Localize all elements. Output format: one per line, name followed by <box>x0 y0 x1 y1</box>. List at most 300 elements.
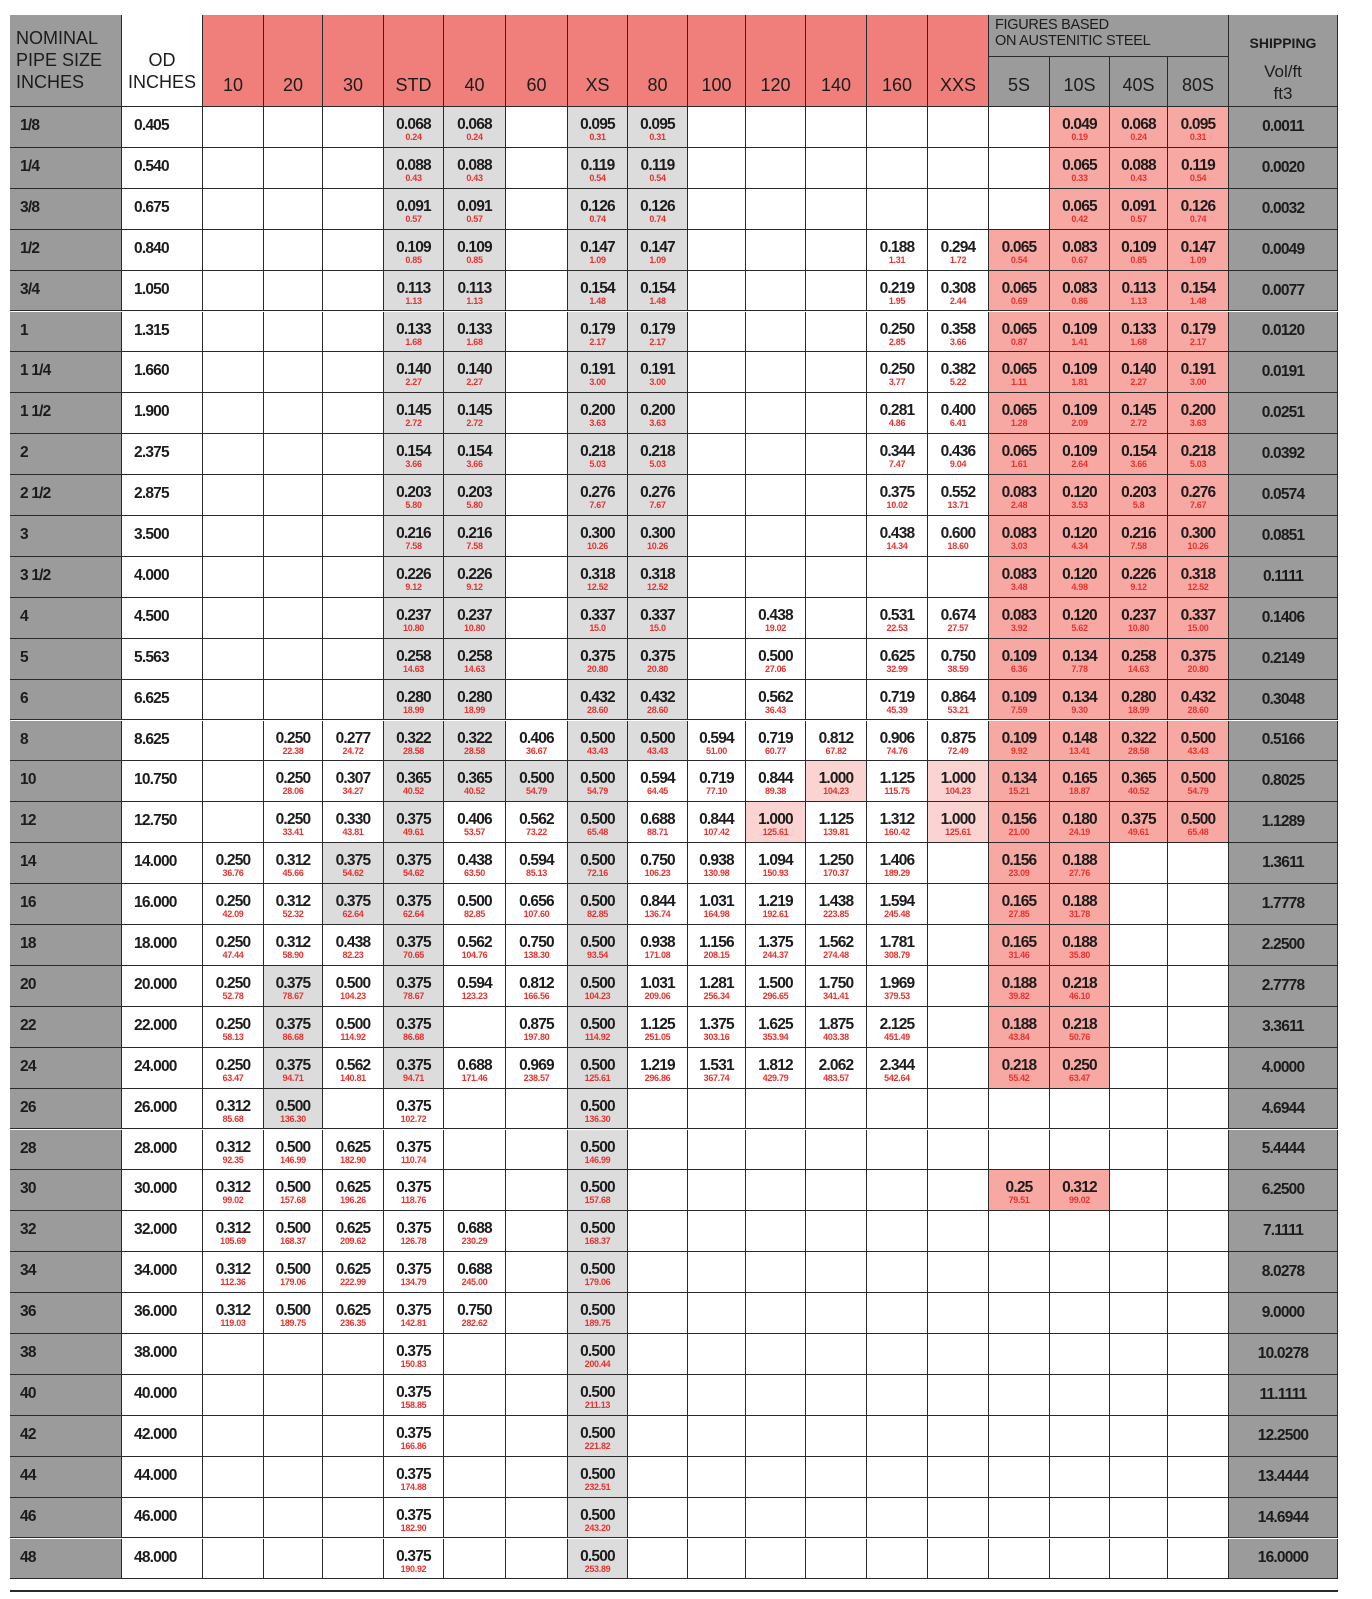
schedule-cell <box>264 680 323 721</box>
shipping-volume-value: 4.0000 <box>1261 1058 1305 1076</box>
nominal-size-value: 6 <box>20 689 28 707</box>
wall-thickness-value: 0.25 <box>1005 1179 1033 1197</box>
od-cell <box>122 434 203 475</box>
weight-value: 303.16 <box>703 1031 730 1042</box>
weight-value: 82.85 <box>463 909 486 920</box>
schedule-cell <box>506 1130 568 1171</box>
weight-value: 256.34 <box>703 990 730 1001</box>
weight-value: 36.43 <box>764 704 787 715</box>
schedule-cell <box>568 393 628 434</box>
schedule-cell <box>444 598 506 639</box>
schedule-cell <box>384 680 444 721</box>
shipping-volume-value: 12.2500 <box>1257 1426 1309 1444</box>
schedule-cell <box>203 639 264 680</box>
schedule-cell <box>806 1457 867 1498</box>
schedule-cell <box>323 1211 384 1252</box>
schedule-cell <box>989 1252 1050 1293</box>
weight-value: 136.30 <box>280 1113 306 1124</box>
schedule-cell <box>688 271 746 312</box>
schedule-cell <box>806 557 867 598</box>
weight-value: 182.90 <box>340 1154 366 1165</box>
schedule-cell <box>1050 434 1110 475</box>
weight-value: 3.03 <box>1010 541 1028 551</box>
schedule-cell <box>384 393 444 434</box>
od-cell <box>122 230 203 271</box>
wall-thickness-value: 0.191 <box>640 361 675 379</box>
shipping-volume-value: 11.1111 <box>1259 1385 1307 1403</box>
wall-thickness-value: 1.219 <box>640 1056 675 1074</box>
wall-thickness-value: 0.312 <box>215 1179 251 1197</box>
wall-thickness-value: 0.875 <box>519 1015 554 1033</box>
wall-thickness-value: 0.218 <box>1001 1056 1037 1074</box>
wall-thickness-value: 0.250 <box>215 1056 251 1074</box>
schedule-cell <box>1168 1334 1229 1375</box>
schedule-cell <box>323 1170 384 1211</box>
wall-thickness-value: 0.134 <box>1062 647 1097 665</box>
schedule-cell <box>203 843 264 884</box>
wall-thickness-value: 0.109 <box>1121 238 1156 256</box>
schedule-cell <box>568 1252 628 1293</box>
od-value: 1.050 <box>134 280 169 298</box>
wall-thickness-value: 0.322 <box>457 729 492 747</box>
schedule-cell <box>1110 148 1168 189</box>
schedule-cell <box>688 1457 746 1498</box>
od-cell <box>122 1498 203 1539</box>
schedule-cell <box>384 271 444 312</box>
od-value: 6.625 <box>134 689 169 707</box>
weight-value: 40.52 <box>463 786 486 797</box>
weight-value: 2.17 <box>589 336 606 347</box>
schedule-cell <box>1050 1416 1110 1457</box>
shipping-volume-value: 0.1406 <box>1261 608 1305 626</box>
shipping-volume-value: 0.8025 <box>1261 772 1305 790</box>
nominal-size-cell <box>10 1334 122 1375</box>
schedule-cell <box>928 189 989 230</box>
wall-thickness-value: 0.594 <box>457 974 492 992</box>
wall-thickness-value: 0.562 <box>457 934 492 951</box>
schedule-cell <box>384 1048 444 1089</box>
schedule-cell <box>444 557 506 598</box>
schedule-cell <box>989 925 1050 966</box>
od-cell <box>122 680 203 721</box>
shipping-volume-value: 0.0251 <box>1261 404 1305 422</box>
weight-value: 0.24 <box>1130 132 1147 142</box>
weight-value: 1.28 <box>1010 418 1028 429</box>
schedule-cell <box>1050 271 1110 312</box>
wall-thickness-value: 0.218 <box>580 443 615 461</box>
wall-thickness-value: 0.375 <box>335 852 371 870</box>
od-header <box>122 15 203 107</box>
schedule-cell <box>506 1416 568 1457</box>
schedule-cell <box>928 107 989 148</box>
schedule-cell <box>444 148 506 189</box>
wall-thickness-value: 0.300 <box>640 525 675 542</box>
schedule-cell <box>806 312 867 353</box>
wall-thickness-value: 0.500 <box>580 1056 615 1074</box>
wall-thickness-value: 0.500 <box>758 647 793 665</box>
wall-thickness-value: 0.065 <box>1001 238 1037 256</box>
schedule-cell <box>1168 475 1229 516</box>
wall-thickness-value: 0.250 <box>275 811 311 829</box>
weight-value: 53.21 <box>947 704 969 715</box>
nominal-size-cell <box>10 843 122 884</box>
weight-value: 24.72 <box>342 745 364 756</box>
weight-value: 146.99 <box>584 1154 611 1165</box>
schedule-cell <box>384 1252 444 1293</box>
schedule-cell <box>1168 434 1229 475</box>
schedule-cell <box>506 843 568 884</box>
schedule-cell <box>1050 230 1110 271</box>
wall-thickness-value: 0.500 <box>519 770 554 788</box>
wall-thickness-value: 0.375 <box>1180 647 1216 665</box>
weight-value: 31.78 <box>1068 909 1091 920</box>
schedule-cell <box>444 1170 506 1211</box>
schedule-cell <box>203 1375 264 1416</box>
wall-thickness-value: 0.500 <box>580 1097 615 1115</box>
weight-value: 5.80 <box>405 500 422 511</box>
wall-thickness-value: 1.531 <box>699 1056 734 1074</box>
wall-thickness-value: 0.656 <box>519 893 554 911</box>
nominal-size-value: 3 1/2 <box>20 566 51 584</box>
schedule-cell <box>746 516 806 557</box>
schedule-cell <box>384 475 444 516</box>
nominal-size-value: 3 <box>20 526 28 543</box>
shipping-volume-cell <box>1229 884 1338 925</box>
wall-thickness-value: 0.375 <box>396 893 431 911</box>
wall-thickness-value: 0.133 <box>1121 320 1156 338</box>
wall-thickness-value: 0.068 <box>396 116 431 133</box>
schedule-cell <box>444 1048 506 1089</box>
weight-value: 14.63 <box>1127 663 1150 674</box>
schedule-cell <box>1110 516 1168 557</box>
weight-value: 104.23 <box>340 990 366 1001</box>
schedule-cell <box>1050 475 1110 516</box>
shipping-volume-value: 3.3611 <box>1262 1017 1304 1035</box>
schedule-cell <box>568 639 628 680</box>
schedule-cell <box>264 598 323 639</box>
schedule-cell <box>989 1170 1050 1211</box>
schedule-cell <box>688 1334 746 1375</box>
shipping-title: SHIPPING <box>1249 35 1317 51</box>
schedule-cell <box>323 148 384 189</box>
weight-value: 12.52 <box>586 581 609 592</box>
schedule-label: 120 <box>760 75 791 95</box>
schedule-cell <box>264 1007 323 1048</box>
schedule-cell <box>264 1293 323 1334</box>
schedule-cell <box>688 639 746 680</box>
schedule-cell <box>989 1334 1050 1375</box>
weight-value: 28.60 <box>646 704 669 715</box>
weight-value: 15.0 <box>649 622 666 633</box>
nominal-size-value: 14 <box>20 853 36 871</box>
schedule-cell <box>1168 557 1229 598</box>
shipping-volume-value: 8.0278 <box>1261 1263 1305 1281</box>
wall-thickness-value: 1.625 <box>758 1015 793 1033</box>
schedule-cell <box>1168 271 1229 312</box>
wall-thickness-value: 0.065 <box>1001 279 1037 297</box>
schedule-cell <box>688 1211 746 1252</box>
od-cell <box>122 639 203 680</box>
schedule-cell <box>806 1170 867 1211</box>
schedule-cell <box>203 475 264 516</box>
schedule-cell <box>628 1170 688 1211</box>
schedule-cell <box>264 1375 323 1416</box>
wall-thickness-value: 0.312 <box>215 1220 251 1238</box>
shipping-volume-cell <box>1229 802 1338 843</box>
nominal-size-cell <box>10 1007 122 1048</box>
wall-thickness-value: 0.406 <box>519 729 554 747</box>
schedule-cell <box>323 393 384 434</box>
schedule-cell <box>746 475 806 516</box>
wall-thickness-value: 0.133 <box>457 320 492 338</box>
schedule-cell <box>628 516 688 557</box>
weight-value: 63.47 <box>1068 1072 1091 1083</box>
schedule-cell <box>989 393 1050 434</box>
schedule-cell <box>928 434 989 475</box>
od-cell <box>122 721 203 762</box>
schedule-cell <box>203 1416 264 1457</box>
schedule-cell <box>384 312 444 353</box>
weight-value: 1.09 <box>1189 254 1207 265</box>
wall-thickness-value: 0.500 <box>580 1506 615 1524</box>
schedule-cell <box>746 1089 806 1130</box>
schedule-cell <box>568 1498 628 1539</box>
schedule-cell <box>264 1498 323 1539</box>
shipping-volume-cell <box>1229 598 1338 639</box>
weight-value: 86.68 <box>402 1031 425 1042</box>
schedule-cell <box>444 434 506 475</box>
wall-thickness-value: 0.088 <box>1121 156 1156 174</box>
wall-thickness-value: 0.258 <box>457 647 492 665</box>
schedule-cell <box>1168 393 1229 434</box>
weight-value: 139.81 <box>823 827 849 838</box>
od-cell <box>122 1539 203 1580</box>
nominal-size-cell <box>10 925 122 966</box>
wall-thickness-value: 1.156 <box>699 934 734 951</box>
schedule-cell <box>203 1089 264 1130</box>
schedule-cell <box>203 598 264 639</box>
weight-value: 5.8 <box>1132 500 1145 511</box>
weight-value: 0.24 <box>466 132 483 142</box>
wall-thickness-value: 1.000 <box>940 811 976 829</box>
wall-thickness-value: 0.500 <box>580 1015 615 1033</box>
schedule-cell <box>989 1539 1050 1580</box>
schedule-cell <box>1168 1539 1229 1580</box>
weight-value: 168.37 <box>584 1236 611 1247</box>
weight-value: 7.67 <box>649 500 666 511</box>
wall-thickness-value: 0.237 <box>396 606 431 624</box>
weight-value: 0.43 <box>405 172 422 183</box>
schedule-cell <box>203 352 264 393</box>
od-cell <box>122 1375 203 1416</box>
schedule-cell <box>746 557 806 598</box>
schedule-cell <box>928 1539 989 1580</box>
weight-value: 3.66 <box>405 459 422 470</box>
schedule-cell <box>323 434 384 475</box>
weight-value: 197.80 <box>523 1031 550 1042</box>
wall-thickness-value: 0.258 <box>396 647 431 665</box>
weight-value: 1.31 <box>888 254 906 265</box>
weight-value: 46.10 <box>1068 990 1091 1001</box>
weight-value: 42.09 <box>222 909 244 920</box>
schedule-label: 140 <box>820 75 852 95</box>
schedule-cell <box>444 721 506 762</box>
schedule-cell <box>384 1211 444 1252</box>
schedule-cell <box>928 1170 989 1211</box>
wall-thickness-value: 1.000 <box>758 811 793 829</box>
wall-thickness-value: 0.719 <box>879 688 915 706</box>
shipping-volume-value: 1.7778 <box>1261 895 1305 913</box>
weight-value: 222.99 <box>340 1277 366 1288</box>
weight-value: 28.58 <box>1127 745 1150 756</box>
weight-value: 73.22 <box>525 827 548 838</box>
wall-thickness-value: 0.147 <box>1180 238 1216 256</box>
schedule-cell <box>264 721 323 762</box>
nominal-size-value: 32 <box>20 1221 36 1239</box>
schedule-cell <box>568 1416 628 1457</box>
od-value: 24.000 <box>134 1057 177 1075</box>
schedule-cell <box>867 1252 928 1293</box>
weight-value: 190.92 <box>400 1563 427 1574</box>
schedule-cell <box>264 1170 323 1211</box>
schedule-cell <box>1110 1375 1168 1416</box>
schedule-cell <box>989 761 1050 802</box>
schedule-cell <box>568 271 628 312</box>
od-cell <box>122 1130 203 1171</box>
wall-thickness-value: 0.126 <box>1180 197 1216 215</box>
schedule-cell <box>1050 1252 1110 1293</box>
weight-value: 0.69 <box>1010 295 1028 306</box>
weight-value: 200.44 <box>584 1359 611 1369</box>
schedule-cell <box>568 1048 628 1089</box>
od-cell <box>122 1048 203 1089</box>
schedule-cell <box>1110 312 1168 353</box>
schedule-cell <box>1110 475 1168 516</box>
schedule-cell <box>1050 107 1110 148</box>
weight-value: 367.74 <box>703 1072 730 1083</box>
wall-thickness-value: 0.562 <box>758 688 793 706</box>
nominal-size-cell <box>10 107 122 148</box>
wall-thickness-value: 0.200 <box>1180 402 1216 420</box>
weight-value: 2.27 <box>405 377 422 388</box>
schedule-cell <box>203 1539 264 1580</box>
schedule-cell <box>1110 557 1168 598</box>
weight-value: 92.35 <box>222 1154 244 1165</box>
nominal-size-cell <box>10 1211 122 1252</box>
schedule-cell <box>628 721 688 762</box>
schedule-cell <box>746 1130 806 1171</box>
schedule-cell <box>867 680 928 721</box>
schedule-cell <box>506 761 568 802</box>
weight-value: 1.13 <box>405 295 422 306</box>
schedule-cell <box>928 1457 989 1498</box>
weight-value: 0.86 <box>1071 295 1088 306</box>
schedule-cell <box>264 1539 323 1580</box>
weight-value: 170.37 <box>823 868 849 879</box>
od-value: 10.750 <box>134 771 177 789</box>
schedule-cell <box>1168 1048 1229 1089</box>
wall-thickness-value: 0.312 <box>215 1097 251 1115</box>
schedule-cell <box>203 966 264 1007</box>
schedule-cell <box>628 312 688 353</box>
weight-value: 542.64 <box>884 1072 910 1083</box>
od-cell <box>122 557 203 598</box>
schedule-cell <box>323 802 384 843</box>
wall-thickness-value: 0.250 <box>275 729 311 747</box>
schedule-cell <box>628 1457 688 1498</box>
nominal-size-value: 5 <box>20 648 28 666</box>
shipping-volume-cell <box>1229 1457 1338 1498</box>
schedule-cell <box>1168 1457 1229 1498</box>
schedule-cell <box>1110 598 1168 639</box>
weight-value: 3.00 <box>1189 377 1207 388</box>
shipping-volume-value: 1.1289 <box>1261 813 1305 831</box>
schedule-cell <box>928 393 989 434</box>
schedule-cell <box>444 1007 506 1048</box>
schedule-cell <box>264 925 323 966</box>
wall-thickness-value: 0.500 <box>457 893 492 911</box>
weight-value: 28.06 <box>282 786 304 797</box>
od-cell <box>122 516 203 557</box>
od-value: 34.000 <box>134 1262 177 1280</box>
schedule-cell <box>1110 1293 1168 1334</box>
od-value: 0.405 <box>134 117 169 134</box>
wall-thickness-value: 0.218 <box>1062 974 1097 992</box>
wall-thickness-value: 0.147 <box>580 238 615 256</box>
schedule-cell <box>568 966 628 1007</box>
schedule-cell <box>506 271 568 312</box>
schedule-cell <box>506 598 568 639</box>
weight-value: 168.37 <box>280 1236 306 1247</box>
schedule-cell <box>384 1130 444 1171</box>
schedule-cell <box>746 598 806 639</box>
schedule-cell <box>264 1089 323 1130</box>
weight-value: 82.23 <box>342 950 364 960</box>
schedule-cell <box>928 925 989 966</box>
weight-value: 282.62 <box>461 1318 488 1329</box>
nominal-size-value: 1/4 <box>20 157 40 175</box>
od-value: 26.000 <box>134 1098 177 1116</box>
nominal-size-value: 1 1/2 <box>20 403 51 421</box>
schedule-cell <box>928 802 989 843</box>
schedule-cell <box>384 1457 444 1498</box>
schedule-cell <box>1050 1457 1110 1498</box>
schedule-label: 10S <box>1063 75 1096 95</box>
od-value: 5.563 <box>134 648 169 666</box>
schedule-cell <box>384 352 444 393</box>
od-cell <box>122 1007 203 1048</box>
wall-thickness-value: 0.312 <box>275 934 311 951</box>
schedule-cell <box>444 1457 506 1498</box>
weight-value: 86.68 <box>282 1031 304 1042</box>
wall-thickness-value: 0.300 <box>1180 525 1216 542</box>
weight-value: 65.48 <box>586 827 609 838</box>
od-value: 44.000 <box>134 1466 177 1484</box>
schedule-cell <box>1050 1089 1110 1130</box>
schedule-cell <box>688 557 746 598</box>
od-cell <box>122 1211 203 1252</box>
schedule-cell <box>628 925 688 966</box>
weight-value: 1.48 <box>649 295 666 306</box>
schedule-cell <box>568 557 628 598</box>
schedule-cell <box>628 434 688 475</box>
weight-value: 0.57 <box>405 213 422 224</box>
schedule-cell <box>1110 1498 1168 1539</box>
weight-value: 72.16 <box>586 868 609 879</box>
austenitic-label: FIGURES BASED ON AUSTENITIC STEEL <box>995 17 1151 49</box>
wall-thickness-value: 0.083 <box>1001 484 1037 502</box>
schedule-cell <box>867 434 928 475</box>
